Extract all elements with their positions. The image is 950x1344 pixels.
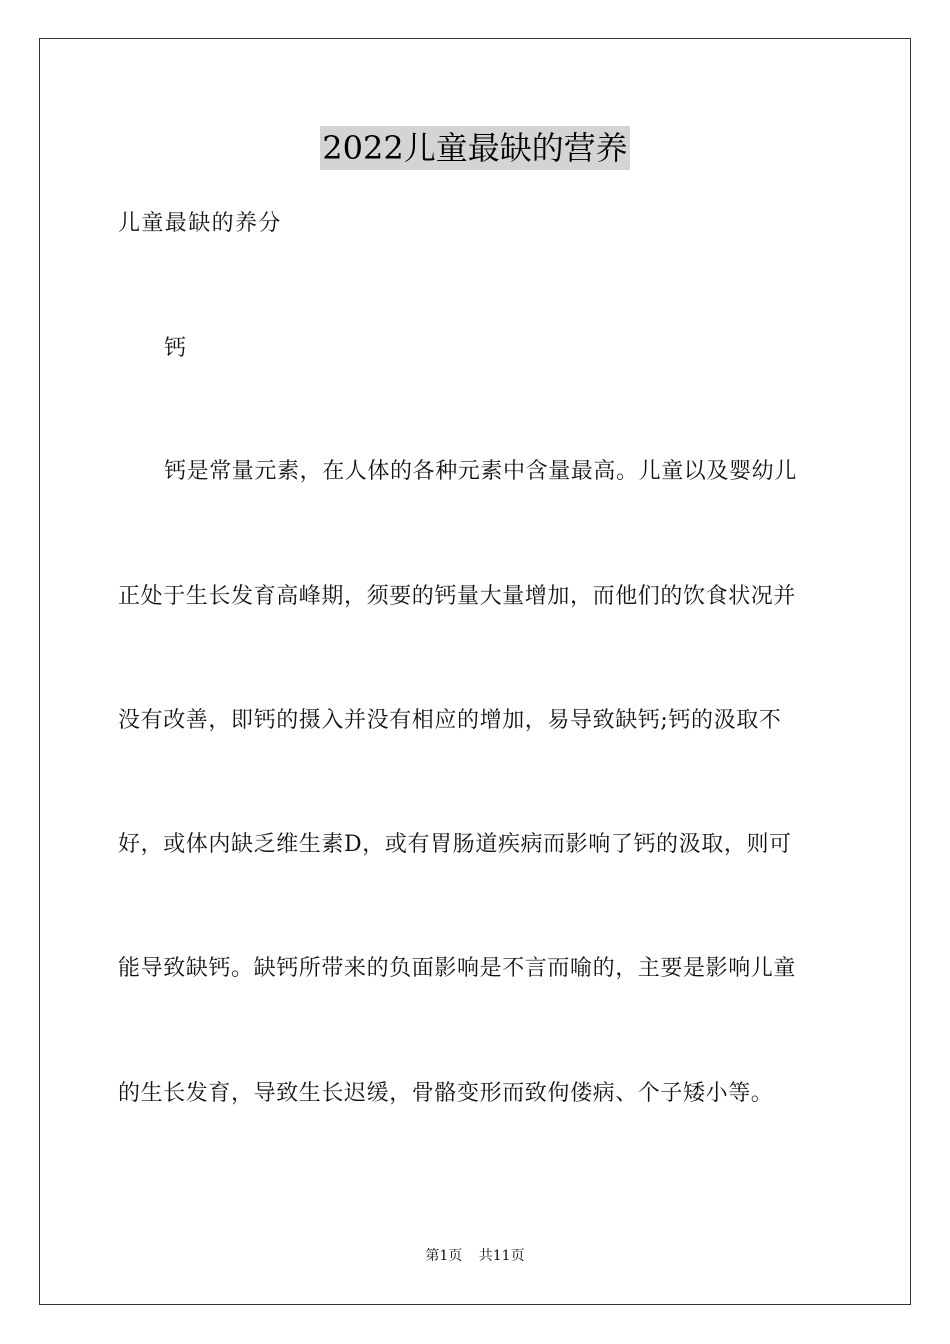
paragraph-line: 没有改善，即钙的摄入并没有相应的增加，易导致缺钙;钙的汲取不 [118,708,782,733]
paragraph-line: 好，或体内缺乏维生素D，或有胃肠道疾病而影响了钙的汲取，则可 [118,832,792,857]
page-footer [0,1246,950,1266]
paragraph-line: 能导致缺钙。缺钙所带来的负面影响是不言而喻的，主要是影响儿童 [118,956,797,981]
title-container [0,126,950,170]
section-heading: 钙 [164,336,187,361]
document-subtitle: 儿童最缺的养分 [118,211,282,236]
page-number: 第1页 [425,1248,463,1264]
paragraph-line: 钙是常量元素，在人体的各种元素中含量最高。儿童以及婴幼儿 [164,459,797,484]
paragraph-line: 的生长发育，导致生长迟缓，骨骼变形而致佝偻病、个子矮小等。 [118,1081,774,1106]
page-total: 共11页 [478,1248,525,1264]
paragraph-line: 正处于生长发育高峰期，须要的钙量大量增加，而他们的饮食状况并 [118,584,797,609]
document-title: 2022儿童最缺的营养 [320,126,629,170]
